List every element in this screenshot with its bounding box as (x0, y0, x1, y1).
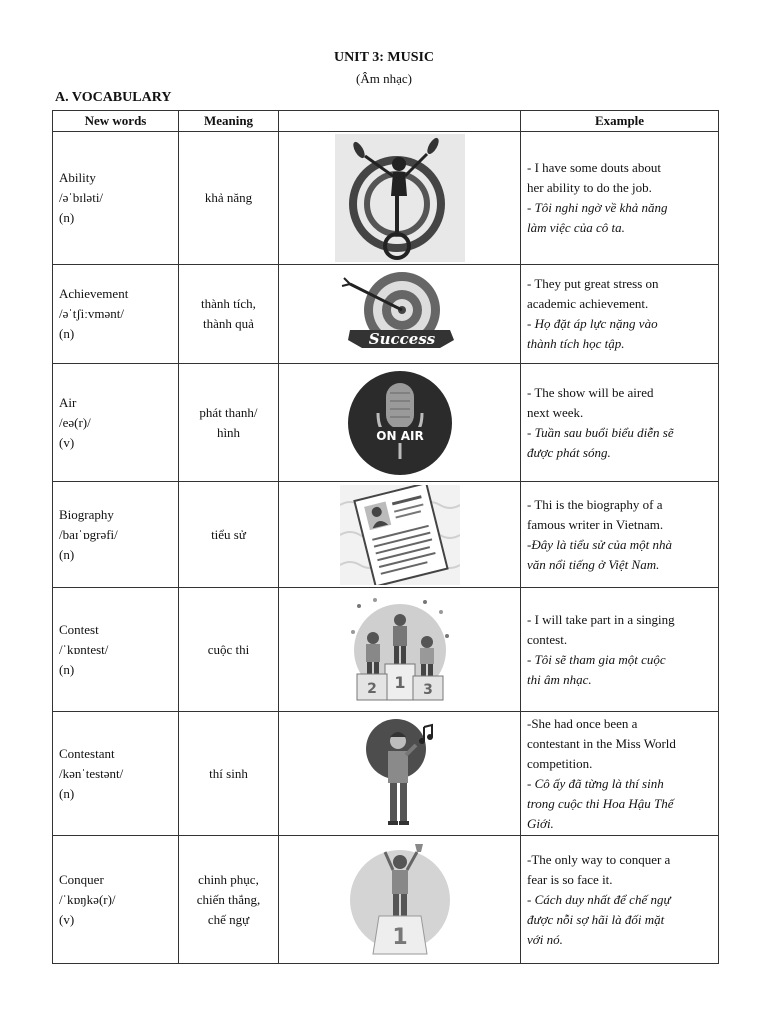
word-cell (53, 588, 179, 712)
word-text: Ability (59, 170, 96, 185)
meaning-text: chiến thắng, (196, 891, 261, 907)
example-cell (521, 482, 719, 588)
example-en: academic achievement. (527, 296, 649, 311)
meaning-text: thí sinh (209, 765, 248, 781)
example-cell (521, 265, 719, 364)
table-row (53, 836, 719, 964)
meaning-cell (179, 482, 279, 588)
podium-first-label: 1 (391, 924, 408, 950)
word-ipa: /əˈtʃiːvmənt/ (59, 306, 124, 321)
meaning-text: thành tích, (201, 296, 256, 311)
example-en: famous writer in Vietnam. (527, 516, 664, 532)
table-row (53, 132, 719, 265)
word-ipa: /ˈkɒŋkə(r)/ (59, 891, 116, 907)
example-vi: được phát sóng. (527, 444, 611, 460)
example-en: - I have some douts about (527, 160, 661, 175)
example-cell (521, 588, 719, 712)
singer-contestant-picture (350, 715, 450, 833)
column-header-example: Example (521, 111, 719, 132)
meaning-cell (179, 836, 279, 964)
example-cell (521, 364, 719, 482)
unit-title: UNIT 3: MUSIC (333, 50, 435, 65)
meaning-cell (179, 265, 279, 364)
podium-third-label: 3 (422, 681, 433, 698)
example-vi: Giới. (527, 815, 554, 831)
word-ipa: /baɪˈɒgrəfi/ (59, 526, 118, 542)
table-row (53, 482, 719, 588)
word-pos: (n) (59, 546, 75, 562)
example-vi: với nó. (527, 931, 563, 947)
word-cell (53, 364, 179, 482)
word-pos: (n) (59, 661, 75, 677)
table-row (53, 265, 719, 364)
first-place-winner-picture (345, 840, 455, 960)
word-text: Air (59, 394, 77, 410)
word-text: Contest (59, 621, 99, 637)
column-header-meaning: Meaning (179, 111, 279, 132)
target-success-picture (340, 268, 460, 360)
picture-caption: Success (368, 330, 435, 348)
word-cell (53, 132, 179, 265)
podium-second-label: 2 (366, 680, 377, 697)
picture-cell (279, 836, 521, 964)
example-vi: - Tuần sau buổi biểu diễn sẽ (527, 424, 674, 440)
example-en: competition. (527, 755, 593, 771)
picture-cell (279, 265, 521, 364)
vocabulary-table (52, 110, 719, 964)
meaning-cell (179, 132, 279, 265)
meaning-text: chế ngự (207, 911, 250, 927)
word-ipa: /kənˈtestənt/ (59, 765, 124, 781)
example-vi: trong cuộc thi Hoa Hậu Thế (527, 795, 674, 811)
example-vi: -Đây là tiểu sử của một nhà (527, 536, 673, 552)
example-en: her ability to do the job. (527, 180, 652, 195)
example-en: - I will take part in a singing (527, 611, 675, 627)
meaning-text: phát thanh/ (199, 404, 258, 420)
word-text: Achievement (59, 286, 129, 301)
on-air-microphone-picture (346, 369, 454, 477)
section-heading: A. VOCABULARY (55, 90, 172, 105)
word-text: Biography (59, 506, 114, 522)
word-pos: (n) (59, 785, 75, 801)
word-ipa: /əˈbɪləti/ (59, 190, 104, 205)
picture-cell (279, 712, 521, 836)
word-ipa: /ˈkɒntest/ (59, 641, 109, 657)
picture-caption: ON AIR (375, 428, 424, 443)
column-header-new-words: New words (53, 111, 179, 132)
resume-document-picture (340, 485, 460, 585)
meaning-text: cuộc thi (207, 641, 250, 657)
example-vi: văn nổi tiếng ở Việt Nam. (527, 556, 660, 572)
example-en: - Thi is the biography of a (527, 496, 663, 512)
example-en: -She had once been a (527, 715, 638, 731)
example-vi: - Tôi sẽ tham gia một cuộc (527, 651, 666, 667)
example-en: next week. (527, 404, 584, 420)
word-cell (53, 712, 179, 836)
word-cell (53, 836, 179, 964)
word-text: Contestant (59, 745, 115, 761)
word-text: Conquer (59, 871, 104, 887)
meaning-text: tiểu sử (211, 526, 246, 542)
example-vi: - Cô ấy đã từng là thí sinh (527, 775, 664, 791)
picture-cell (279, 364, 521, 482)
example-vi: thành tích học tập. (527, 336, 625, 351)
podium-first-label: 1 (393, 672, 406, 692)
example-en: fear is so face it. (527, 871, 613, 887)
unit-subtitle: (Âm nhạc) (356, 71, 412, 86)
word-pos: (n) (59, 210, 75, 225)
meaning-text: thành quả (203, 316, 254, 331)
table-row (53, 364, 719, 482)
unicycle-juggler-picture (335, 134, 465, 262)
example-en: - They put great stress on (527, 276, 659, 291)
example-vi: làm việc của cô ta. (527, 220, 625, 235)
word-ipa: /eə(r)/ (59, 414, 91, 430)
example-vi: - Tôi nghi ngờ về khả năng (527, 200, 668, 215)
example-vi: được nỗi sợ hãi là đối mặt (527, 911, 665, 927)
example-en: contest. (527, 631, 568, 647)
meaning-cell (179, 712, 279, 836)
picture-cell (279, 132, 521, 265)
word-pos: (v) (59, 434, 75, 450)
example-en: contestant in the Miss World (527, 735, 676, 751)
example-cell (521, 132, 719, 265)
example-en: -The only way to conquer a (527, 851, 671, 867)
table-row (53, 712, 719, 836)
meaning-text: chinh phục, (198, 871, 259, 887)
meaning-text: hình (216, 424, 241, 440)
podium-winners-picture (345, 592, 455, 708)
meaning-cell (179, 364, 279, 482)
column-header-picture (279, 111, 521, 132)
example-en: - The show will be aired (527, 384, 654, 400)
meaning-text: khả năng (204, 190, 253, 205)
example-vi: - Họ đặt áp lực nặng vào (527, 316, 658, 331)
meaning-cell (179, 588, 279, 712)
example-vi: - Cách duy nhất để chế ngự (527, 891, 671, 907)
word-cell (53, 265, 179, 364)
word-cell (53, 482, 179, 588)
picture-cell (279, 482, 521, 588)
example-vi: thi âm nhạc. (527, 671, 592, 687)
word-pos: (v) (59, 911, 75, 927)
example-cell (521, 836, 719, 964)
word-pos: (n) (59, 326, 75, 341)
example-cell (521, 712, 719, 836)
table-header-row (53, 111, 719, 132)
table-row (53, 588, 719, 712)
picture-cell (279, 588, 521, 712)
